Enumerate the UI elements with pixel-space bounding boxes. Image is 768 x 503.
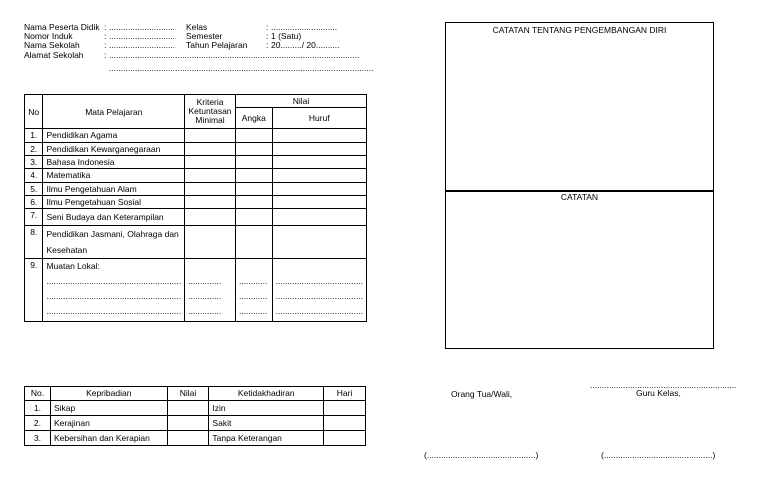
- kkm-cell[interactable]: [185, 169, 236, 182]
- date-line[interactable]: ..............................................................: [590, 380, 737, 390]
- kkm-cell[interactable]: [185, 182, 236, 195]
- table-row: [25, 142, 367, 155]
- angka-cell[interactable]: [235, 182, 272, 195]
- lokal-huruf-line[interactable]: .....................................: [275, 306, 363, 317]
- kkm-cell[interactable]: [185, 129, 236, 142]
- row-subject: Seni Budaya dan Keterampilan: [43, 209, 185, 226]
- row-no: 4.: [25, 169, 43, 182]
- field-nama-peserta[interactable]: ............................: [109, 22, 176, 32]
- notes-title: CATATAN: [560, 192, 599, 202]
- kkm-cell[interactable]: [185, 226, 236, 259]
- lokal-angka-line[interactable]: ............: [238, 306, 268, 317]
- kkm-cell[interactable]: [185, 195, 236, 208]
- table-row: [25, 169, 367, 182]
- header-kepribadian: Kepribadian: [50, 387, 167, 401]
- sep: :: [104, 40, 107, 50]
- lokal-subject-line[interactable]: .........................................................: [46, 291, 182, 302]
- angka-cell[interactable]: [235, 129, 272, 142]
- table-row: [25, 401, 366, 416]
- label-semester: Semester: [186, 31, 223, 41]
- development-notes-title: CATATAN TENTANG PENGEMBANGAN DIRI: [492, 25, 667, 35]
- header-kkm: Kriteria Ketuntasan Minimal: [185, 95, 236, 129]
- sep: :: [104, 22, 107, 32]
- row-no: 3.: [25, 431, 51, 446]
- nilai-cell[interactable]: [167, 401, 209, 416]
- huruf-cell[interactable]: [272, 209, 366, 226]
- sep: :: [266, 40, 269, 50]
- row-subject: Ilmu Pengetahuan Alam: [43, 182, 185, 195]
- row-no: 2.: [25, 142, 43, 155]
- sep: :: [266, 31, 269, 41]
- parent-signature-line[interactable]: (..............................................): [424, 450, 539, 460]
- hari-cell[interactable]: [324, 416, 366, 431]
- muatan-lokal-cell: [43, 259, 185, 322]
- header-no: No: [25, 95, 43, 129]
- header-huruf: Huruf: [272, 108, 366, 129]
- field-semester: 1 (Satu): [271, 31, 302, 41]
- lokal-angka-line[interactable]: ............: [238, 291, 268, 302]
- label-nomor-induk: Nomor Induk: [24, 31, 73, 41]
- kkm-cell[interactable]: [185, 209, 236, 226]
- teacher-label: Guru Kelas,: [636, 388, 681, 398]
- kkm-cell[interactable]: [185, 155, 236, 168]
- label-alamat-sekolah: Alamat Sekolah: [24, 50, 84, 60]
- muatan-lokal-label: Muatan Lokal:: [46, 261, 100, 272]
- lokal-kkm-cell: [185, 259, 236, 322]
- sep: :: [104, 31, 107, 41]
- sep: :: [266, 22, 269, 32]
- kkm-cell[interactable]: [185, 142, 236, 155]
- lokal-subject-line[interactable]: .........................................................: [46, 306, 182, 317]
- angka-cell[interactable]: [235, 209, 272, 226]
- label-nama-sekolah: Nama Sekolah: [24, 40, 80, 50]
- header-angka: Angka: [235, 108, 272, 129]
- field-alamat-sekolah[interactable]: ..........................................................................................................: [109, 50, 360, 60]
- table-row: [25, 182, 367, 195]
- row-no: 1.: [25, 129, 43, 142]
- row-no: 6.: [25, 195, 43, 208]
- label-nama-peserta: Nama Peserta Didik: [24, 22, 100, 32]
- row-absence-type: Tanpa Keterangan: [209, 431, 324, 446]
- field-nama-sekolah[interactable]: ............................: [109, 40, 176, 50]
- table-row: [25, 155, 367, 168]
- development-notes-box[interactable]: [445, 22, 714, 192]
- table-row-muatan-lokal: [25, 259, 367, 322]
- lokal-angka-line[interactable]: ............: [238, 276, 268, 287]
- sep: :: [104, 50, 107, 60]
- nilai-cell[interactable]: [167, 416, 209, 431]
- field-tahun-pelajaran[interactable]: 20........./ 20..........: [271, 40, 340, 50]
- teacher-signature-line[interactable]: (..............................................): [601, 450, 716, 460]
- lokal-kkm-line[interactable]: ..............: [188, 291, 222, 302]
- lokal-huruf-cell: [272, 259, 366, 322]
- table-row: [25, 195, 367, 208]
- row-subject: Pendidikan Kewarganegaraan: [43, 142, 185, 155]
- row-no: 8.: [25, 226, 43, 259]
- label-kelas: Kelas: [186, 22, 208, 32]
- angka-cell[interactable]: [235, 195, 272, 208]
- huruf-cell[interactable]: [272, 169, 366, 182]
- row-absence-type: Izin: [209, 401, 324, 416]
- table-row: [25, 209, 367, 226]
- row-absence-type: Sakit: [209, 416, 324, 431]
- table-row: [25, 226, 367, 259]
- label-tahun-pelajaran: Tahun Pelajaran: [186, 40, 248, 50]
- lokal-kkm-line[interactable]: ..............: [188, 276, 222, 287]
- row-kepribadian: Kerajinan: [50, 416, 167, 431]
- lokal-kkm-line[interactable]: ..............: [188, 306, 222, 317]
- row-no: 9.: [25, 259, 43, 322]
- lokal-angka-cell: [235, 259, 272, 322]
- field-kelas[interactable]: ............................: [271, 22, 338, 32]
- row-subject: Ilmu Pengetahuan Sosial: [43, 195, 185, 208]
- row-kepribadian: Kebersihan dan Kerapian: [50, 431, 167, 446]
- huruf-cell[interactable]: [272, 226, 366, 259]
- huruf-cell[interactable]: [272, 142, 366, 155]
- parent-label: Orang Tua/Wali,: [451, 389, 513, 399]
- row-subject: Pendidikan Jasmani, Olahraga dan Kesehatan: [43, 226, 185, 259]
- lokal-subject-line[interactable]: .........................................................: [46, 276, 182, 287]
- header-ketidakhadiran: Ketidakhadiran: [209, 387, 324, 401]
- angka-cell[interactable]: [235, 169, 272, 182]
- header-nilai: Nilai: [167, 387, 209, 401]
- angka-cell[interactable]: [235, 155, 272, 168]
- huruf-cell[interactable]: [272, 182, 366, 195]
- header-no: No.: [25, 387, 51, 401]
- grades-table: [24, 94, 367, 322]
- lokal-huruf-line[interactable]: .....................................: [275, 291, 363, 302]
- lokal-huruf-line[interactable]: .....................................: [275, 276, 363, 287]
- header-nilai: Nilai: [235, 95, 366, 108]
- field-nomor-induk[interactable]: ............................: [109, 31, 176, 41]
- row-no: 5.: [25, 182, 43, 195]
- row-kepribadian: Sikap: [50, 401, 167, 416]
- huruf-cell[interactable]: [272, 155, 366, 168]
- row-subject: Bahasa Indonesia: [43, 155, 185, 168]
- angka-cell[interactable]: [235, 142, 272, 155]
- notes-box[interactable]: [445, 190, 714, 349]
- row-no: 1.: [25, 401, 51, 416]
- header-mata-pelajaran: Mata Pelajaran: [43, 95, 185, 129]
- row-no: 7.: [25, 209, 43, 226]
- table-row: [25, 129, 367, 142]
- hari-cell[interactable]: [324, 401, 366, 416]
- header-hari: Hari: [324, 387, 366, 401]
- huruf-cell[interactable]: [272, 129, 366, 142]
- row-no: 2.: [25, 416, 51, 431]
- row-subject: Pendidikan Agama: [43, 129, 185, 142]
- nilai-cell[interactable]: [167, 431, 209, 446]
- field-alamat-sekolah-line2[interactable]: ................................................................................................................: [109, 63, 374, 73]
- huruf-cell[interactable]: [272, 195, 366, 208]
- hari-cell[interactable]: [324, 431, 366, 446]
- angka-cell[interactable]: [235, 226, 272, 259]
- row-subject: Matematika: [43, 169, 185, 182]
- row-no: 3.: [25, 155, 43, 168]
- table-row: [25, 416, 366, 431]
- table-row: [25, 431, 366, 446]
- personality-table: [24, 386, 366, 446]
